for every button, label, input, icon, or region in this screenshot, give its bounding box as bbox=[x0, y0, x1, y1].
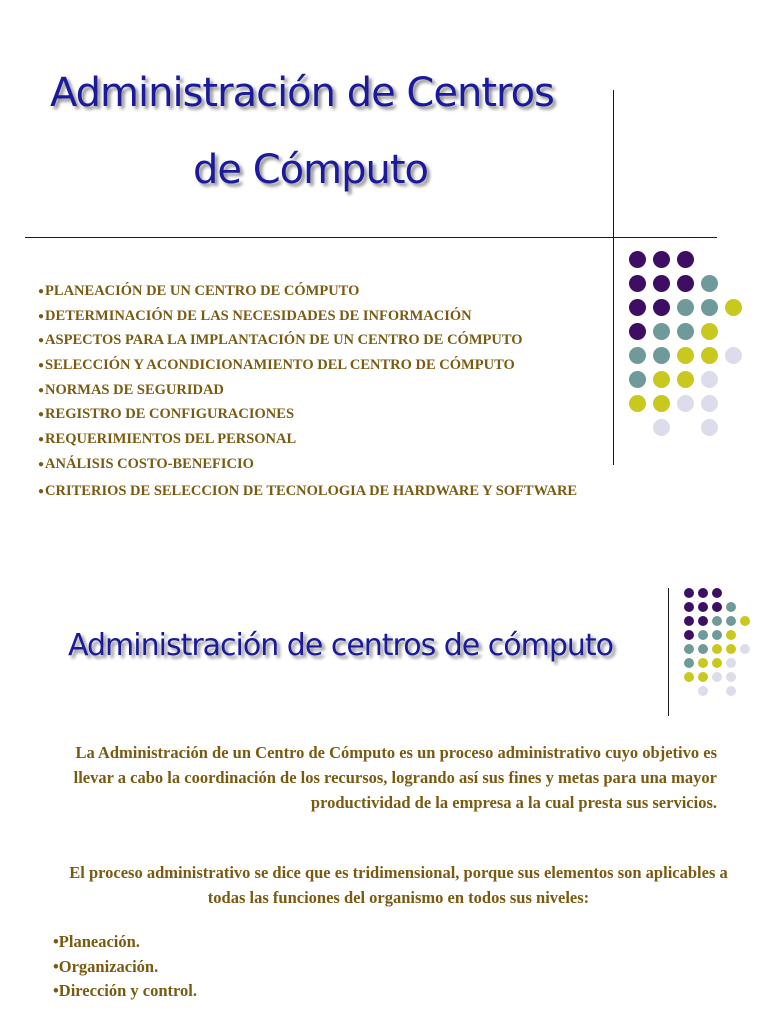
decorative-dot bbox=[726, 686, 736, 696]
decorative-dot bbox=[712, 672, 722, 682]
topic-list-item bbox=[38, 482, 698, 507]
decorative-dot bbox=[725, 299, 742, 316]
bullet-icon: ● bbox=[38, 286, 45, 297]
decorative-dot bbox=[726, 630, 736, 640]
decorative-dot bbox=[629, 251, 646, 268]
decorative-dot bbox=[701, 323, 718, 340]
topic-list-item-label: ASPECTOS PARA LA IMPLANTACIÓN DE UN CENTRO DE CÓMPUTO bbox=[45, 332, 523, 349]
decorative-dot bbox=[712, 630, 722, 640]
topic-list-item bbox=[38, 282, 698, 307]
decorative-dot bbox=[701, 419, 718, 436]
decorative-dot bbox=[677, 251, 694, 268]
decorative-dot bbox=[740, 616, 750, 626]
topic-list-item-label: ANÁLISIS COSTO-BENEFICIO bbox=[45, 455, 254, 472]
decorative-dot bbox=[684, 616, 694, 626]
bullet-icon: ● bbox=[38, 384, 45, 396]
topic-list-item-label: PLANEACIÓN DE UN CENTRO DE CÓMPUTO bbox=[45, 283, 360, 299]
topic-list-item bbox=[38, 455, 698, 480]
decorative-dot bbox=[698, 686, 708, 696]
decorative-dot bbox=[726, 658, 736, 668]
bullet-icon: ● bbox=[38, 434, 45, 446]
slide1-title-line1: Administración de Centros bbox=[50, 70, 554, 116]
decorative-dot bbox=[684, 588, 694, 598]
process-step-item: •Planeación. bbox=[53, 932, 140, 951]
slide1-horizontal-divider bbox=[25, 237, 717, 238]
slide2-paragraph-definition: La Administración de un Centro de Cómputo es un proceso administrativo cuyo objetivo es llevar a cabo la coordinación de los recursos, logrando así sus fines y metas para una mayor productividad de la empresa a la cual presta sus servicios. bbox=[73, 743, 717, 812]
bullet-icon: ● bbox=[38, 310, 45, 322]
decorative-dot bbox=[726, 644, 736, 654]
slide1-title-line2: de Cómputo bbox=[193, 147, 428, 193]
topic-list-item bbox=[38, 331, 698, 356]
topic-list-item-label: NORMAS DE SEGURIDAD bbox=[45, 381, 224, 398]
process-step-item: •Dirección y control. bbox=[53, 981, 198, 1000]
decorative-dot bbox=[725, 347, 742, 364]
decorative-dot bbox=[684, 672, 694, 682]
decorative-dot bbox=[740, 644, 750, 654]
topic-list-item-label: SELECCIÓN Y ACONDICIONAMIENTO DEL CENTRO DE CÓMPUTO bbox=[45, 357, 515, 374]
topic-list-item bbox=[38, 381, 698, 406]
slide2-process-steps bbox=[53, 930, 197, 1004]
topic-list-item bbox=[38, 356, 698, 381]
decorative-dot bbox=[712, 616, 722, 626]
decorative-dot bbox=[726, 616, 736, 626]
decorative-dot bbox=[698, 616, 708, 626]
topic-list-item-label: REGISTRO DE CONFIGURACIONES bbox=[45, 406, 295, 423]
decorative-dot bbox=[712, 658, 722, 668]
topic-list-item-label: CRITERIOS DE SELECCION DE TECNOLOGIA DE HARDWARE Y SOFTWARE bbox=[45, 482, 578, 499]
topic-list-item bbox=[38, 405, 698, 430]
decorative-dot bbox=[726, 672, 736, 682]
decorative-dot bbox=[712, 644, 722, 654]
decorative-dot bbox=[701, 275, 718, 292]
bullet-icon: ● bbox=[38, 409, 45, 421]
decorative-dot bbox=[712, 588, 722, 598]
topic-list-item bbox=[38, 307, 698, 332]
slide1-topic-list bbox=[38, 282, 698, 506]
bullet-icon: ● bbox=[38, 458, 45, 470]
decorative-dot bbox=[701, 347, 718, 364]
bullet-icon: ● bbox=[38, 485, 45, 497]
topic-list-item-label: REQUERIMIENTOS DEL PERSONAL bbox=[45, 431, 297, 448]
decorative-dot bbox=[684, 602, 694, 612]
decorative-dot bbox=[698, 672, 708, 682]
decorative-dot bbox=[698, 644, 708, 654]
decorative-dot bbox=[684, 630, 694, 640]
decorative-dot bbox=[698, 602, 708, 612]
decorative-dot bbox=[701, 395, 718, 412]
decorative-dot bbox=[701, 299, 718, 316]
bullet-icon: ● bbox=[38, 335, 45, 347]
decorative-dot bbox=[653, 251, 670, 268]
decorative-dot bbox=[726, 602, 736, 612]
decorative-dot bbox=[701, 371, 718, 388]
slide2-title: Administración de centros de cómputo bbox=[68, 628, 614, 663]
topic-list-item-label: DETERMINACIÓN DE LAS NECESIDADES DE INFORMACIÓN bbox=[45, 307, 472, 324]
topic-list-item bbox=[38, 430, 698, 455]
decorative-dot bbox=[684, 658, 694, 668]
bullet-icon: ● bbox=[38, 360, 45, 372]
decorative-dot bbox=[698, 658, 708, 668]
decorative-dot bbox=[698, 588, 708, 598]
decorative-dot bbox=[684, 644, 694, 654]
decorative-dot bbox=[698, 630, 708, 640]
slide2-paragraph-tridimensional: El proceso administrativo se dice que es tridimensional, porque sus elementos son aplicables a todas las funciones del organismo en todos sus niveles: bbox=[69, 863, 728, 907]
decorative-dot bbox=[712, 602, 722, 612]
process-step-item: •Organización. bbox=[53, 956, 159, 976]
slide2-vertical-divider bbox=[668, 588, 669, 716]
